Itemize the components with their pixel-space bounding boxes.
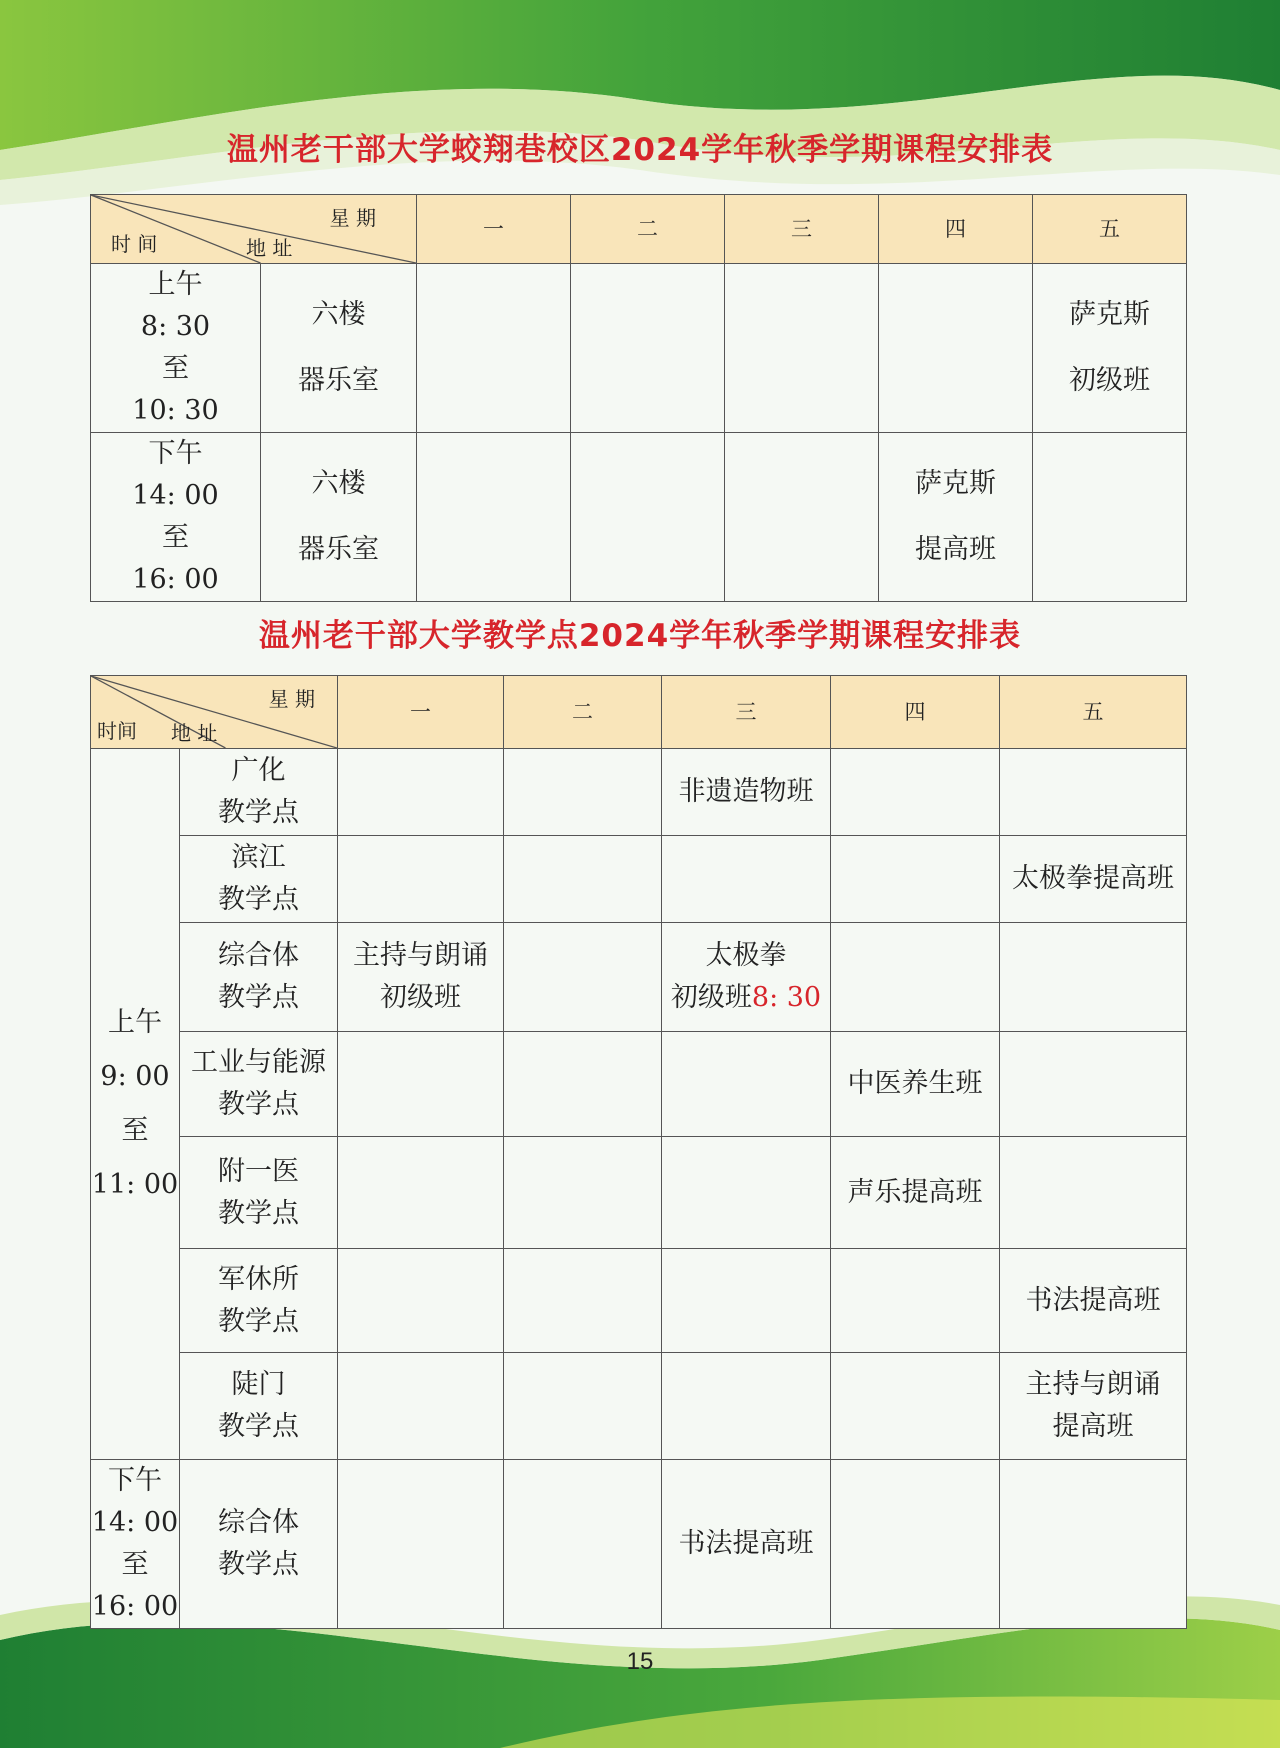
day-header-tue: 二 [504,676,662,749]
table2-title: 温州老干部大学教学点2024学年秋季学期课程安排表 [258,618,1022,654]
table1-title: 温州老干部大学蛟翔巷校区2024学年秋季学期课程安排表 [226,132,1054,168]
day-header-wed: 三 [725,195,879,264]
table-row [91,836,1187,923]
table-row [91,1460,1187,1629]
table1-corner-header [91,195,417,264]
course-cell: 中医养生班 [831,1032,1000,1137]
course-cell: 声乐提高班 [831,1137,1000,1249]
schedule-table-1 [90,194,1187,602]
course-cell: 萨克斯 初级班 [1033,264,1187,433]
course-cell: 萨克斯 提高班 [879,433,1033,602]
morning-time-cell: 上午 9: 00 至 11: 00 [91,749,180,1460]
course-cell: 书法提高班 [662,1460,831,1629]
location-cell: 综合体 教学点 [180,923,338,1032]
course-cell: 主持与朗诵 提高班 [1000,1353,1187,1460]
location-cell: 综合体 教学点 [180,1460,338,1629]
time-label: 时间 [97,719,137,743]
weekday-label: 星 期 [268,687,315,711]
table-row [91,433,1187,602]
afternoon-time-cell: 下午 14: 00 至 16: 00 [91,1460,180,1629]
day-header-fri: 五 [1033,195,1187,264]
course-cell: 非遗造物班 [662,749,831,836]
time-label: 时 间 [111,232,158,256]
class-time-note: 8: 30 [751,982,822,1013]
course-cell: 主持与朗诵 初级班 [338,923,504,1032]
location-cell: 附一医 教学点 [180,1137,338,1249]
course-cell: 太极拳 初级班8: 30 [662,923,831,1032]
location-cell: 滨江 教学点 [180,836,338,923]
day-header-wed: 三 [662,676,831,749]
table-row [91,1032,1187,1137]
time-cell: 上午 8: 30 至 10: 30 [91,264,261,433]
course-cell: 太极拳提高班 [1000,836,1187,923]
day-header-thu: 四 [831,676,1000,749]
location-cell: 工业与能源 教学点 [180,1032,338,1137]
table-row [91,749,1187,836]
location-cell: 军休所 教学点 [180,1249,338,1353]
location-cell: 广化 教学点 [180,749,338,836]
weekday-label: 星 期 [329,206,376,230]
location-label: 地 址 [171,721,218,745]
time-cell: 下午 14: 00 至 16: 00 [91,433,261,602]
day-header-mon: 一 [338,676,504,749]
day-header-thu: 四 [879,195,1033,264]
day-header-mon: 一 [417,195,571,264]
table-row [91,1249,1187,1353]
location-cell: 六楼 器乐室 [261,264,417,433]
page-number: 15 [626,1648,654,1675]
location-cell: 六楼 器乐室 [261,433,417,602]
location-label: 地 址 [246,236,293,260]
table2-corner-header [91,676,338,749]
table-row [91,1353,1187,1460]
course-cell: 书法提高班 [1000,1249,1187,1353]
location-cell: 陡门 教学点 [180,1353,338,1460]
schedule-table-2 [90,675,1187,1629]
table-row [91,1137,1187,1249]
day-header-tue: 二 [571,195,725,264]
day-header-fri: 五 [1000,676,1187,749]
table-row [91,923,1187,1032]
table-row [91,264,1187,433]
